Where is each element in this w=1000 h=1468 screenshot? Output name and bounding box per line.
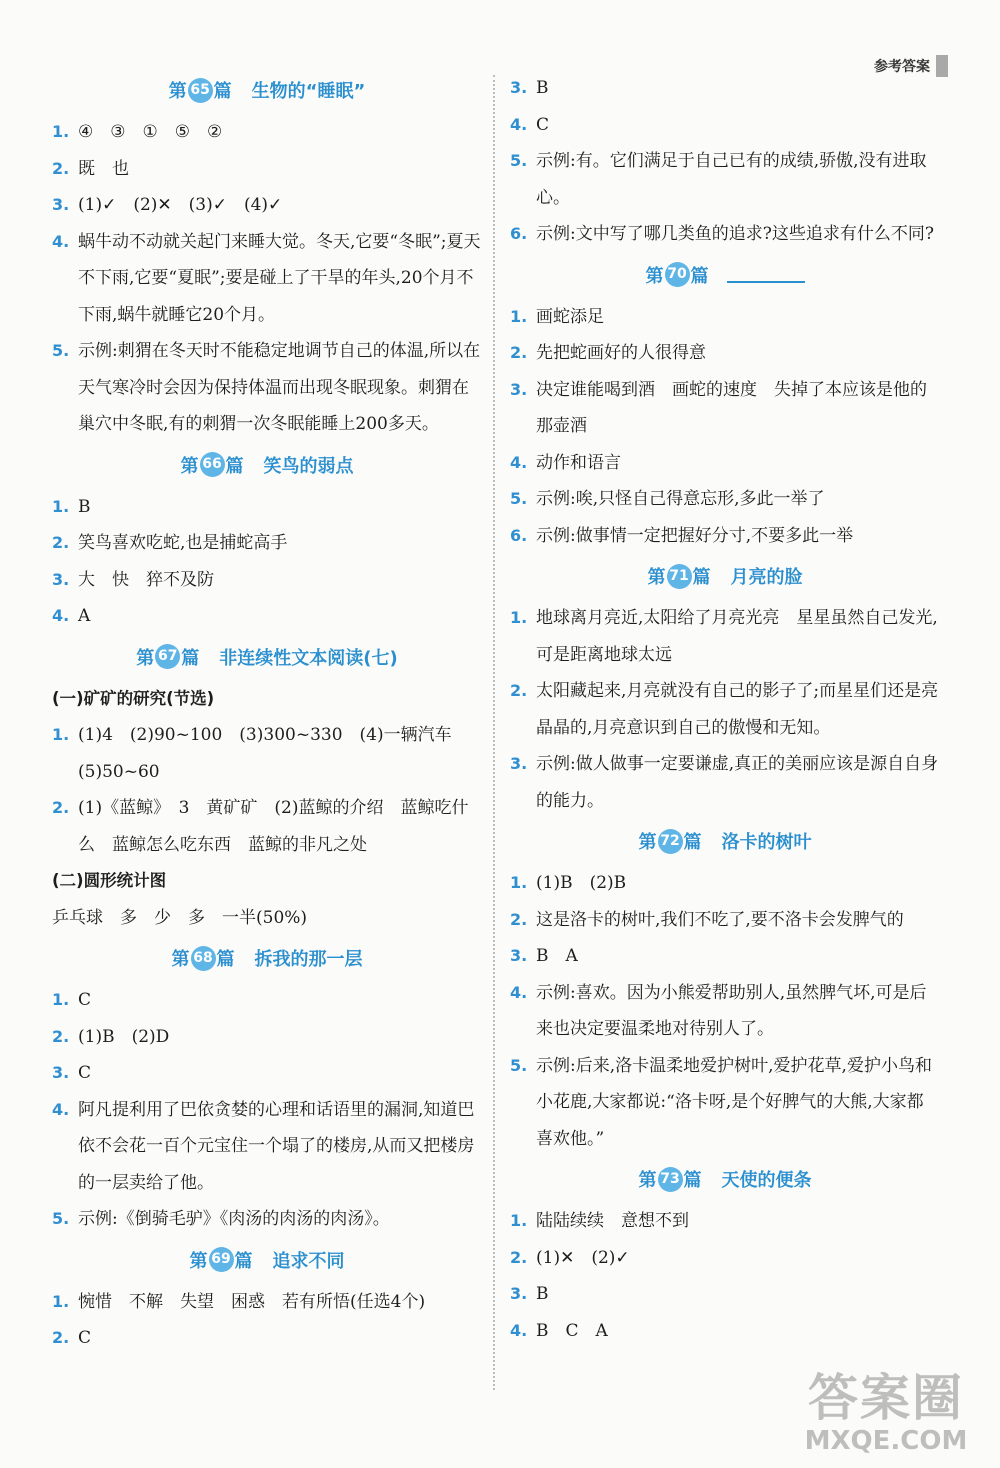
answer-item (52, 525, 482, 562)
answer-number: 2. (52, 533, 70, 552)
answer-item (510, 1313, 940, 1350)
section-prefix: 第 (189, 1250, 208, 1272)
answer-text: 既 也 (78, 158, 129, 179)
answer-number: 3. (510, 946, 528, 965)
answer-number: 1. (510, 306, 528, 326)
answer-number: 2. (510, 681, 528, 700)
answer-text: C (78, 1063, 92, 1083)
section-65-list (52, 114, 482, 443)
answer-item (510, 673, 940, 746)
answer-number: 5. (52, 341, 70, 360)
section-number-badge: 65 (188, 78, 213, 103)
section-title-68 (52, 942, 482, 974)
answer-number: 4. (510, 114, 528, 134)
answer-text: 示例:有。它们满足于自己已有的成绩,骄傲,没有进取心。 (536, 151, 927, 208)
header-label: 参考答案 (874, 59, 930, 75)
answer-number: 3. (510, 379, 528, 399)
answer-number: 3. (510, 754, 528, 773)
answer-text: 陆陆续续 意想不到 (536, 1211, 689, 1231)
answer-text: 蜗牛动不动就关起门来睡大觉。冬天,它要“冬眠”;夏天不下雨,它要“夏眠”;要是碰上了干旱的年头,20个月不下雨,蜗牛就睡它20个月。 (78, 231, 481, 325)
answer-text: 动作和语言 (536, 452, 621, 473)
answer-text: 示例:做人做事一定要谦虚,真正的美丽应该是源自自身的能力。 (536, 754, 939, 811)
answer-line: 乒乓球 多 少 多 一半(50%) (52, 907, 308, 928)
answer-number: 5. (510, 151, 528, 170)
answer-number: 1. (52, 1291, 70, 1311)
answer-item (52, 1201, 482, 1238)
answer-text: 阿凡提利用了巴依贪婪的心理和话语里的漏洞,知道巴依不会花一百个元宝住一个塌了的楼房,从而又把楼房的一层卖给了他。 (78, 1099, 475, 1193)
column-divider (493, 75, 495, 1390)
section-69-list (52, 1284, 482, 1357)
answer-text: (1)B (2)B (536, 873, 627, 893)
section-suffix: 篇 (216, 949, 235, 970)
section-number-badge: 68 (191, 946, 216, 971)
answer-number: 1. (510, 1211, 528, 1230)
answer-number: 4. (510, 1320, 528, 1340)
answer-text: 笑鸟喜欢吃蛇,也是捕蛇高手 (78, 533, 288, 553)
answer-text: 示例:唉,只怪自己得意忘形,多此一举了 (536, 489, 825, 509)
answer-number: 3. (52, 195, 70, 214)
answer-number: 1. (52, 725, 70, 744)
section-68-list (52, 982, 482, 1238)
answer-item (510, 335, 940, 372)
answer-number: 5. (510, 1055, 528, 1075)
answer-text: 先把蛇画好的人很得意 (536, 343, 706, 363)
answer-number: 6. (510, 525, 528, 545)
answer-item (510, 902, 940, 939)
left-column (52, 68, 482, 1357)
section-number-badge: 71 (667, 564, 692, 589)
answer-number: 2. (52, 158, 70, 178)
answer-item (510, 445, 940, 482)
answer-item (52, 1019, 482, 1056)
answer-number: 6. (510, 224, 528, 243)
title-blank-line (727, 267, 805, 283)
answer-item (52, 333, 482, 443)
section-prefix: 第 (638, 1170, 657, 1191)
answer-item (510, 938, 940, 975)
answer-text: 惋惜 不解 失望 困惑 若有所悟(任选4个) (78, 1291, 426, 1312)
section-number-badge: 67 (155, 644, 180, 669)
answer-item (510, 70, 940, 107)
answer-number: 4. (510, 452, 528, 472)
answer-text: (1)B (2)D (78, 1026, 170, 1047)
section-prefix: 第 (168, 81, 187, 102)
answer-text: C (78, 990, 92, 1010)
answer-number: 1. (510, 608, 528, 627)
answer-number: 1. (52, 496, 70, 516)
answer-text: (1)✓ (2)✕ (3)✓ (4)✓ (78, 195, 283, 215)
answer-number: 4. (510, 982, 528, 1002)
section-number-badge: 72 (658, 829, 683, 854)
section-number-badge: 73 (658, 1167, 683, 1192)
answer-number: 4. (52, 231, 70, 251)
section-number-badge: 70 (665, 262, 690, 287)
section-number-badge: 69 (209, 1247, 234, 1272)
answer-item (52, 717, 482, 790)
answer-text: B C A (536, 1320, 608, 1341)
section-suffix: 篇 (683, 832, 702, 853)
answer-text: (1)✕ (2)✓ (536, 1247, 630, 1268)
answer-text: 示例:后来,洛卡温柔地爱护树叶,爱护花草,爱护小鸟和小花鹿,大家都说:“洛卡呀,是个好脾气的大熊,大家都喜欢他。” (536, 1055, 932, 1149)
answer-item (52, 1320, 482, 1357)
section-69-continued-list (510, 70, 940, 253)
right-column (510, 70, 940, 1349)
section-prefix: 第 (136, 647, 155, 669)
section-72-list (510, 865, 940, 1157)
subsection-heading: (二)圆形统计图 (52, 871, 167, 890)
answer-text: 示例:刺猬在冬天时不能稳定地调节自己的体温,所以在天气寒冷时会因为保持体温而出现冬眠现象。刺猬在巢穴中冬眠,有的刺猬一次冬眠能睡上200多天。 (78, 341, 481, 434)
answer-item (510, 1203, 940, 1240)
watermark-title: 答案圈 (808, 1369, 964, 1427)
answer-item (510, 1276, 940, 1313)
section-suffix: 篇 (683, 1170, 702, 1191)
section-title-66 (52, 449, 482, 481)
watermark-logo (786, 1370, 986, 1460)
answer-item (52, 151, 482, 188)
answer-item (52, 1092, 482, 1202)
section-suffix: 篇 (692, 567, 711, 588)
section-title-69 (52, 1244, 482, 1276)
section-71-list (510, 600, 940, 819)
answer-text: 太阳藏起来,月亮就没有自己的影子了;而星星们还是亮晶晶的,月亮意识到自己的傲慢和无知。 (536, 681, 939, 738)
answer-item (510, 1048, 940, 1158)
answer-item (510, 600, 940, 673)
answer-item (52, 982, 482, 1019)
section-name: 生物的“睡眠” (251, 81, 366, 102)
answer-number: 3. (52, 569, 70, 589)
answer-number: 1. (52, 122, 70, 141)
section-prefix: 第 (180, 455, 199, 477)
answer-text: (1)《蓝鲸》 3 黄矿矿 (2)蓝鲸的介绍 蓝鲸吃什么 蓝鲸怎么吃东西 蓝鲸的非凡之处 (78, 798, 469, 855)
answer-text: 大 快 猝不及防 (78, 569, 214, 590)
answer-number: 2. (510, 909, 528, 929)
subsection-heading: (一)矿矿的研究(节选) (52, 688, 215, 708)
answer-text: B (78, 496, 91, 517)
answer-text: ④ ③ ① ⑤ ② (78, 122, 223, 142)
answer-item (510, 372, 940, 445)
answer-number: 3. (510, 1284, 528, 1303)
answer-item (52, 1055, 482, 1092)
answer-number: 3. (510, 78, 528, 97)
section-title-70 (510, 259, 940, 291)
section-number-badge: 66 (200, 452, 225, 477)
section-title-67 (52, 641, 482, 673)
answer-number: 4. (52, 1099, 70, 1119)
section-title-71 (510, 560, 940, 592)
answer-number: 1. (510, 873, 528, 892)
section-name: 拆我的那一层 (254, 949, 363, 970)
answer-number: 5. (510, 489, 528, 508)
section-title-72 (510, 825, 940, 857)
answer-item (52, 598, 482, 635)
answer-text: B A (536, 946, 578, 966)
answer-text: C (536, 114, 550, 135)
section-name: 月亮的脸 (730, 567, 803, 588)
section-prefix: 第 (638, 832, 657, 853)
answer-number: 2. (510, 1247, 528, 1267)
answer-number: 2. (52, 1026, 70, 1046)
section-suffix: 篇 (690, 265, 709, 287)
answer-item (510, 865, 940, 902)
section-prefix: 第 (647, 567, 666, 588)
section-name: 天使的便条 (721, 1170, 812, 1191)
section-name: 洛卡的树叶 (721, 832, 812, 853)
answer-item (52, 562, 482, 599)
section-suffix: 篇 (225, 455, 244, 477)
section-suffix: 篇 (234, 1250, 253, 1272)
answer-item (52, 489, 482, 526)
answer-item (52, 1284, 482, 1321)
section-name: 笑鸟的弱点 (263, 455, 354, 477)
answer-number: 2. (510, 343, 528, 362)
answer-text: C (78, 1328, 92, 1348)
answer-text: 示例:做事情一定把握好分寸,不要多此一举 (536, 525, 854, 546)
section-70-list (510, 299, 940, 555)
section-name: 非连续性文本阅读(七) (219, 647, 398, 669)
section-67-list (52, 681, 482, 937)
watermark-domain: MXQE.COM (804, 1426, 968, 1456)
answer-text: 地球离月亮近,太阳给了月亮光亮 星星虽然自己发光,可是距离地球太远 (536, 608, 938, 665)
answer-number: 4. (52, 606, 70, 625)
answer-item (510, 299, 940, 336)
section-prefix: 第 (171, 949, 190, 970)
answer-item (510, 518, 940, 555)
section-suffix: 篇 (213, 81, 232, 102)
answer-item (510, 107, 940, 144)
answer-item (510, 975, 940, 1048)
answer-text: 决定谁能喝到酒 画蛇的速度 失掉了本应该是他的那壶酒 (536, 379, 927, 436)
section-suffix: 篇 (181, 647, 200, 669)
answer-number: 5. (52, 1209, 70, 1228)
answer-item (52, 187, 482, 224)
answer-text: A (78, 606, 91, 626)
answer-text: B (536, 1284, 549, 1304)
answer-item (510, 143, 940, 216)
section-73-list (510, 1203, 940, 1349)
answer-text: 示例:《倒骑毛驴》《肉汤的肉汤的肉汤》。 (78, 1209, 390, 1229)
answer-number: 2. (52, 1328, 70, 1347)
answer-number: 3. (52, 1063, 70, 1082)
answer-item (510, 746, 940, 819)
answer-item (52, 224, 482, 334)
answer-text: 示例:喜欢。因为小熊爱帮助别人,虽然脾气坏,可是后来也决定要温柔地对待别人了。 (536, 982, 927, 1039)
answer-text: 这是洛卡的树叶,我们不吃了,要不洛卡会发脾气的 (536, 909, 904, 930)
answer-item (52, 114, 482, 151)
answer-number: 1. (52, 990, 70, 1009)
answer-text: B (536, 78, 549, 98)
section-name: 追求不同 (272, 1250, 345, 1272)
answer-text: (1)4 (2)90~100 (3)300~330 (4)一辆汽车 (5)50~60 (78, 725, 469, 782)
section-66-list (52, 489, 482, 635)
answer-number: 2. (52, 798, 70, 817)
section-title-73 (510, 1163, 940, 1195)
answer-item (52, 790, 482, 863)
answer-item (510, 481, 940, 518)
answer-item (510, 1240, 940, 1277)
answer-text: 示例:文中写了哪几类鱼的追求?这些追求有什么不同? (536, 224, 934, 244)
answer-text: 画蛇添足 (536, 306, 604, 327)
section-title-65 (52, 74, 482, 106)
section-prefix: 第 (645, 265, 664, 287)
answer-item (510, 216, 940, 253)
